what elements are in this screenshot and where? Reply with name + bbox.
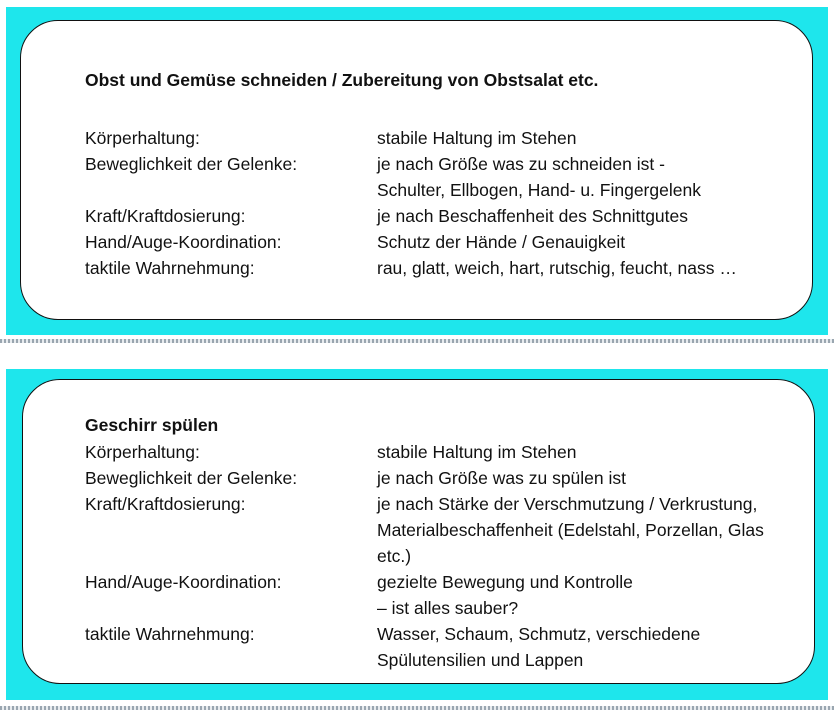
row-value: Schutz der Hände / Genauigkeit [377,232,626,252]
row-label: Körperhaltung: [85,128,200,148]
card-panel-1 [6,7,828,335]
row-value: je nach Beschaffenheit des Schnittgutes [377,206,689,226]
row-value-line: je nach Größe was zu schneiden ist - [377,154,665,174]
row-value-line: gezielte Bewegung und Kontrolle [377,572,633,592]
row-value-line: Wasser, Schaum, Schmutz, verschiedene [377,624,701,644]
card-title: Obst und Gemüse schneiden / Zubereitung von Obstsalat etc. [85,70,599,90]
row-label: Hand/Auge-Koordination: [85,572,282,592]
card-panel-2 [6,369,828,700]
row-value-line: Schulter, Ellbogen, Hand- u. Fingergelenk [377,180,701,200]
row-value-line: Materialbeschaffenheit (Edelstahl, Porzellan, Glas [377,520,764,540]
row-label: taktile Wahrnehmung: [85,624,255,644]
row-label: taktile Wahrnehmung: [85,258,255,278]
row-value: stabile Haltung im Stehen [377,128,577,148]
row-label: Beweglichkeit der Gelenke: [85,154,298,174]
row-value: stabile Haltung im Stehen [377,442,577,462]
row-label: Kraft/Kraftdosierung: [85,206,246,226]
row-label: Hand/Auge-Koordination: [85,232,282,252]
row-value-line: je nach Stärke der Verschmutzung / Verkrustung, [377,494,758,514]
row-value-line: etc.) [377,546,412,566]
card-title: Geschirr spülen [85,415,219,435]
separator [0,339,834,343]
row-value [377,621,700,673]
row-value [377,491,764,569]
separator [0,706,834,710]
card-geschirr-spuelen [22,379,815,684]
row-value: rau, glatt, weich, hart, rutschig, feucht, nass … [377,258,737,278]
row-label: Körperhaltung: [85,442,200,462]
row-value [377,569,633,621]
row-value-line: Spülutensilien und Lappen [377,650,584,670]
row-value: je nach Größe was zu spülen ist [377,468,627,488]
row-label: Beweglichkeit der Gelenke: [85,468,298,488]
row-value [377,151,701,203]
row-value-line: – ist alles sauber? [377,598,519,618]
row-label: Kraft/Kraftdosierung: [85,494,246,514]
card-obst-gemuese [20,20,813,320]
